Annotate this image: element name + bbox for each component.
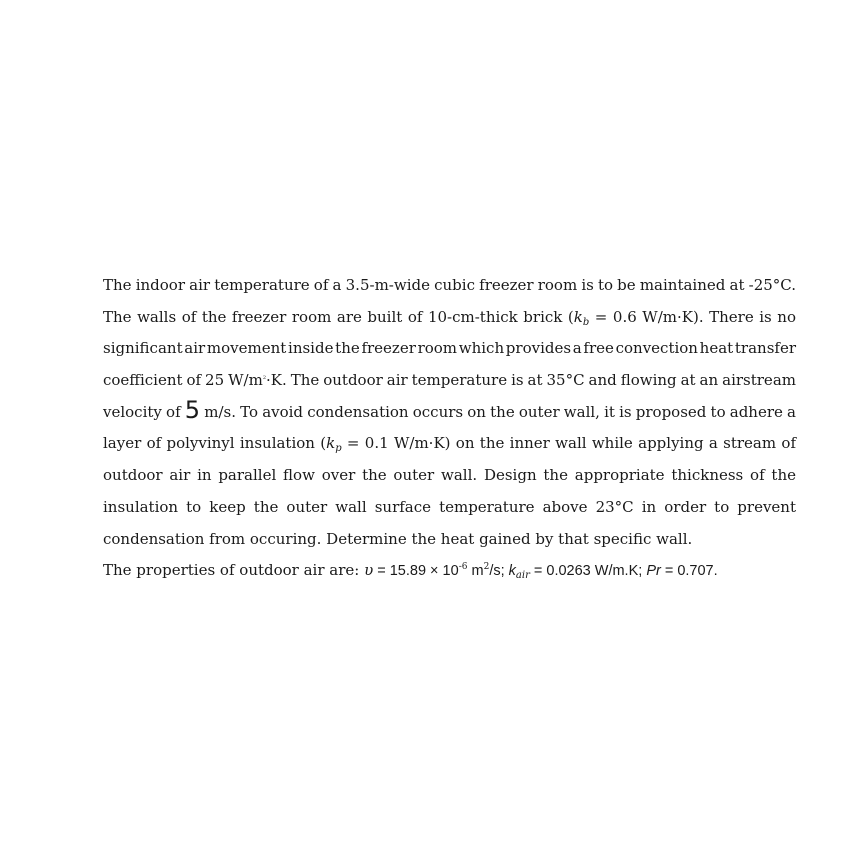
text-line-10 [103,555,796,587]
text-line-9 [103,524,796,556]
per-second-unit: /s; [489,563,509,580]
line-6-post: = 0.1 W/m·K) on the inner wall while applying a stream of [341,434,796,453]
text-line-8 [103,492,796,524]
text-line-3 [103,333,796,365]
line-7-text: outdoor air in parallel flow over the outer wall. Design the appropriate thickness of the [103,466,796,485]
viscosity-value: = 15.89 × 10 [373,563,459,580]
line-9-text: condensation from occuring. Determine the heat gained by that specific wall. [103,529,693,548]
unit-squared-superscript: 2 [483,562,490,573]
line-3-text: significant air movement inside the freezer room which provides a free convection heat transfer [103,339,796,358]
line-2-pre: The walls of the freezer room are built of 10-cm-thick brick ( [103,307,574,326]
line-4-content [103,365,796,397]
text-line-4 [103,365,796,397]
line-5-post: m/s. To avoid condensation occurs on the outer wall, it is proposed to adhere a [200,402,796,421]
text-line-7 [103,460,796,492]
line-4-post: ·K. The outdoor air temperature is at 35°C and flowing at an airstream [266,371,796,390]
line-2-post: = 0.6 W/m·K). There is no [589,307,796,326]
line-6-pre: layer of polyvinyl insulation ( [103,434,327,453]
line-10-pre: The properties of outdoor air are: [103,561,365,580]
prandtl-value: = 0.707. [660,563,718,580]
velocity-value: 5 [184,395,201,424]
line-2-content [103,302,796,334]
line-5-content [103,397,796,429]
text-line-2 [103,302,796,334]
line-8-text: insulation to keep the outer wall surface temperature above 23°C in order to prevent [103,497,796,516]
brick-conductivity-symbol: k [573,307,583,326]
prandtl-symbol: Pr [646,563,661,580]
air-conductivity-symbol: k [508,563,516,580]
line-5-pre: velocity of [103,402,185,421]
insulation-subscript: p [335,443,342,455]
text-line-1 [103,270,796,302]
text-line-5 [103,397,796,429]
viscosity-unit: m [467,563,484,580]
line-6-content [103,428,796,460]
problem-statement [103,270,796,587]
text-line-6 [103,428,796,460]
air-conductivity-value: = 0.0263 W/m.K; [529,563,647,580]
line-1-text: The indoor air temperature of a 3.5-m-wide cubic freezer room is to be maintained at -25°C. [103,276,796,294]
insulation-conductivity-symbol: k [326,434,336,453]
line-4-pre: coefficient of 25 W/m [103,371,263,390]
kinematic-viscosity-symbol: υ [364,561,374,580]
squared-superscript: 2 [262,375,266,382]
brick-subscript: b [582,316,590,328]
air-subscript: air [515,570,530,582]
exponent-superscript: -6 [458,562,468,573]
